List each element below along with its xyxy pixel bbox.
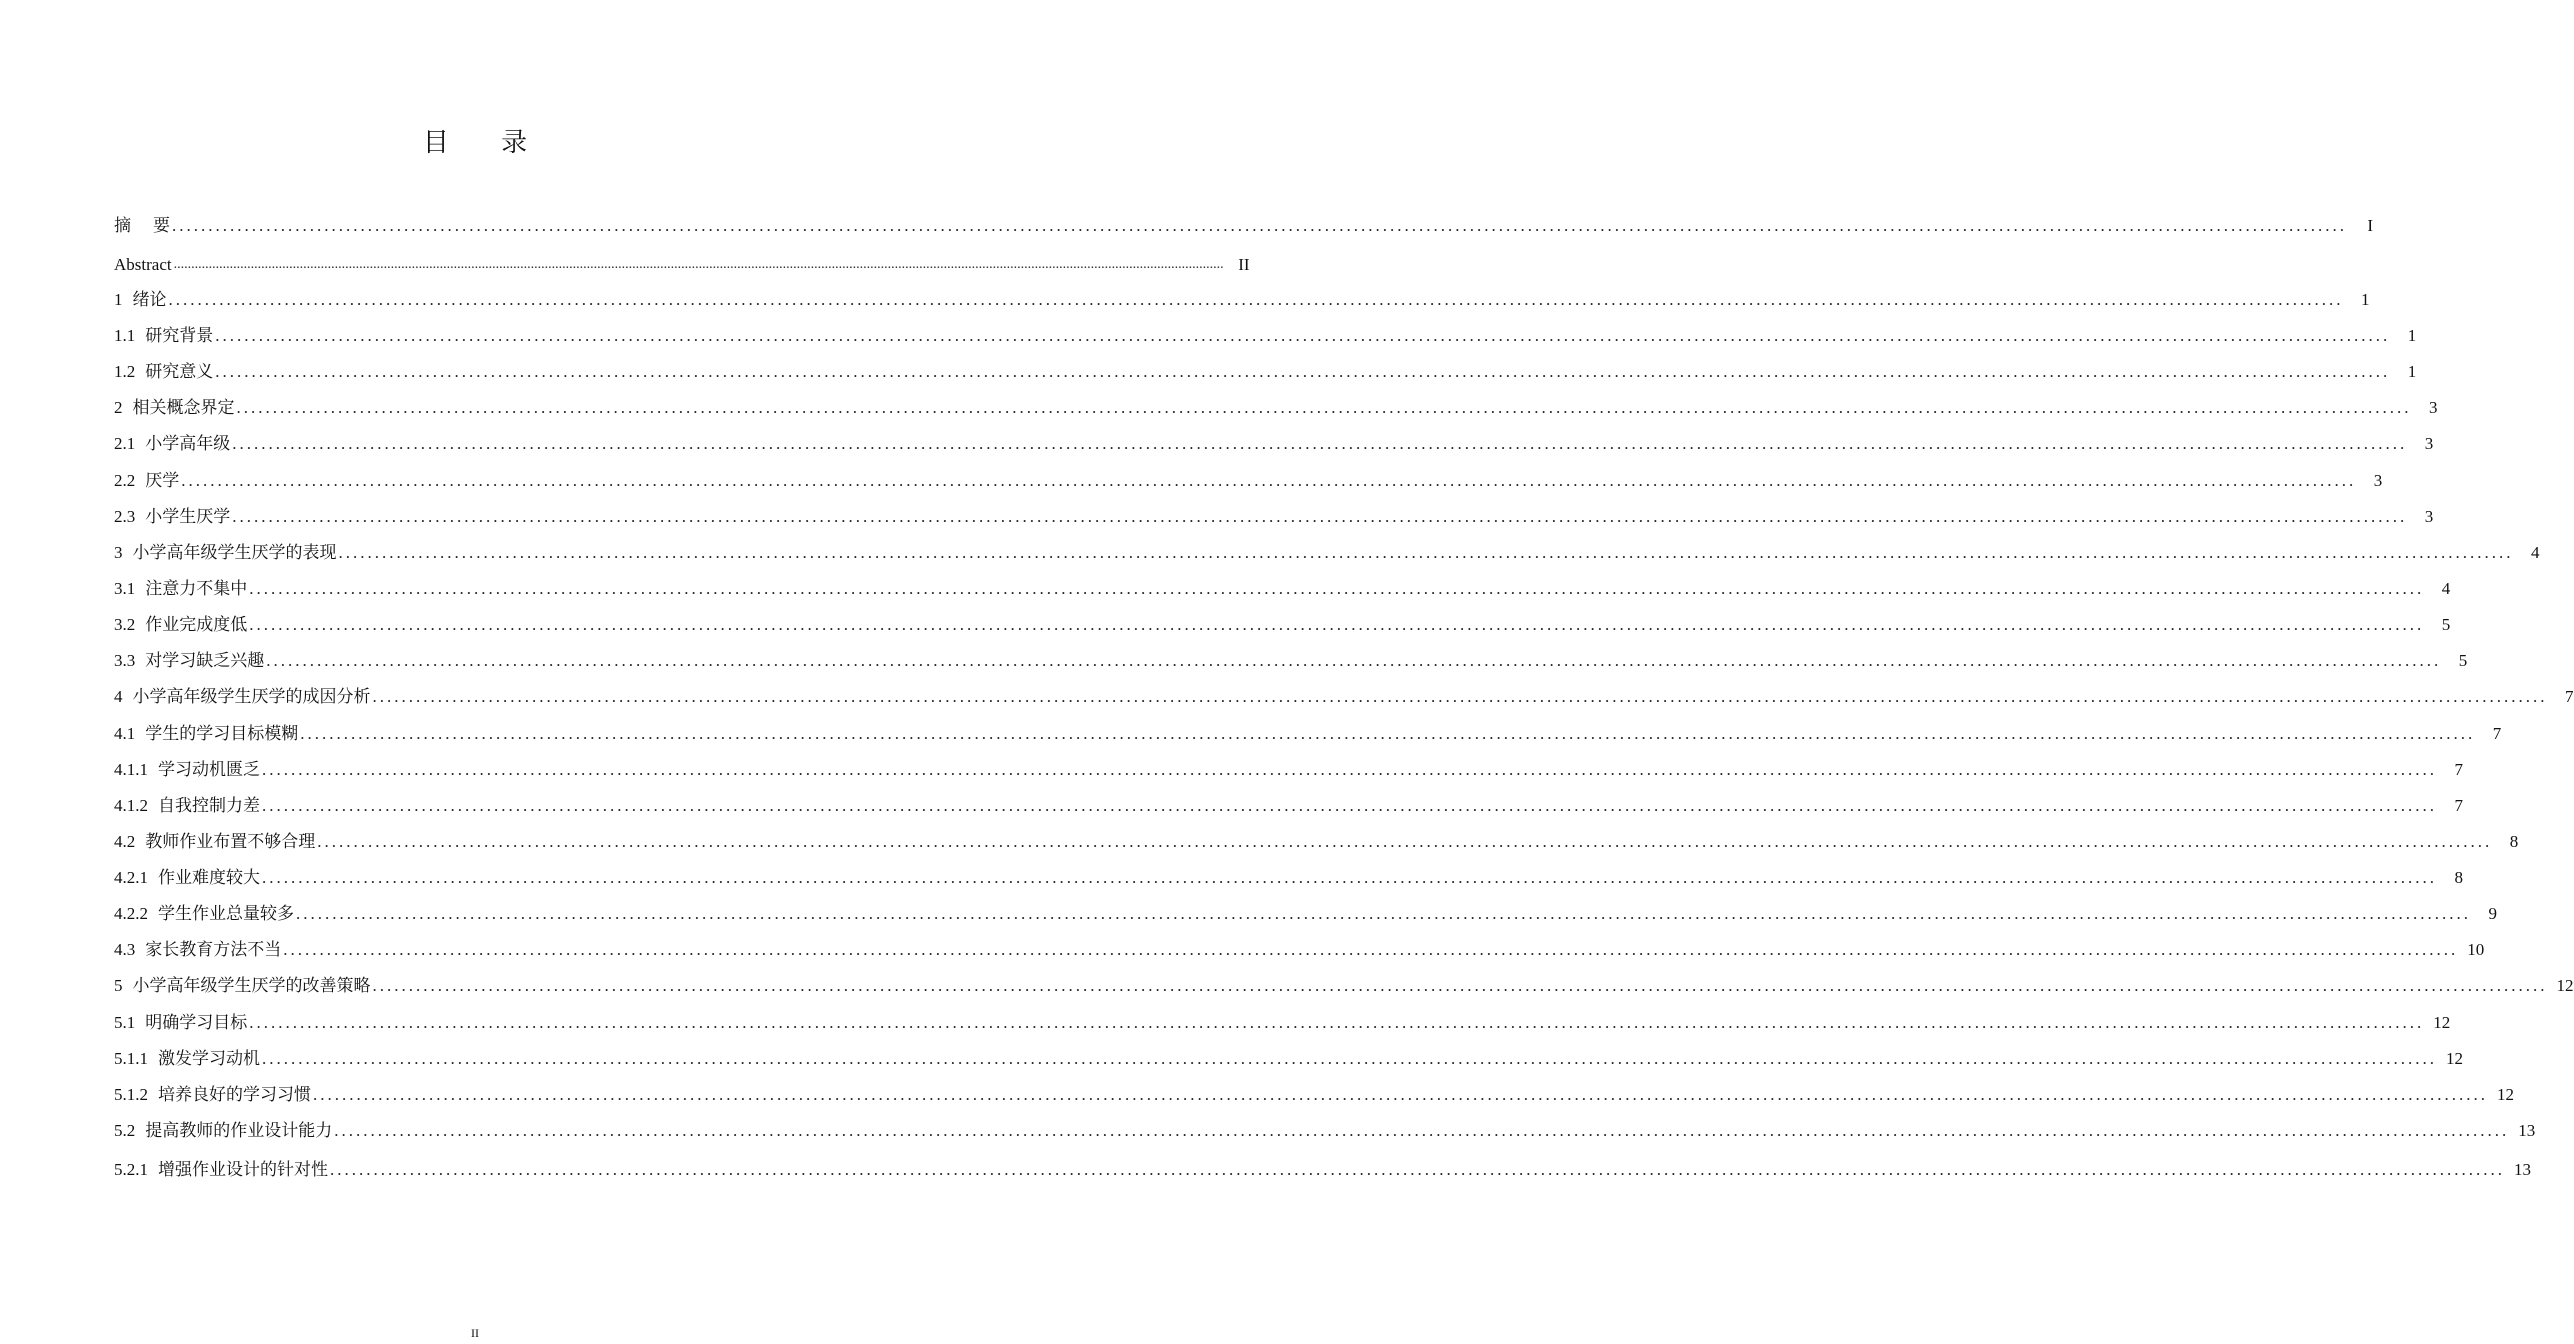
toc-leader-dots: ............................................................................................................................................................................................................................................................................................................ <box>215 362 2391 381</box>
page-number-footer: II <box>471 1326 479 1340</box>
toc-entry[interactable] <box>114 974 2574 998</box>
toc-entry[interactable] <box>114 613 2451 637</box>
toc-entry-label <box>114 722 298 746</box>
toc-entry-page: 12 <box>2556 976 2574 995</box>
toc-leader-dots: ............................................................................................................................................................................................................................................................................................................ <box>262 1049 2437 1068</box>
toc-entry-label <box>114 324 213 348</box>
toc-entry-text: 学生作业总量较多 <box>158 904 294 923</box>
toc-entry[interactable] <box>114 360 2417 384</box>
toc-entry-text: 小学生厌学 <box>145 507 231 526</box>
toc-entry-text: 研究背景 <box>145 326 214 345</box>
toc-entry-text: 激发学习动机 <box>158 1049 260 1068</box>
toc-entry-number: 5.2.1 <box>114 1160 148 1179</box>
toc-entry-label <box>114 396 235 420</box>
toc-entry-text: 作业难度较大 <box>158 868 260 887</box>
toc-entry[interactable] <box>114 830 2519 854</box>
toc-leader-dots: ............................................................................................................................................................................................................................................................................................................ <box>330 1160 2505 1179</box>
toc-leader-dots: ............................................................................................................................................................................................................................................................................................................ <box>172 216 2347 235</box>
toc-entry-label <box>114 613 247 637</box>
toc-entry-number: 3.3 <box>114 651 136 670</box>
toc-entry-label <box>114 794 260 818</box>
toc-leader-dots: ............................................................................................................................................................................................................................................................................................................ <box>249 615 2425 634</box>
toc-entry-page: 1 <box>2361 290 2370 309</box>
toc-entry-number: 4.1.1 <box>114 760 148 779</box>
toc-entry-number: 4.1.2 <box>114 796 148 815</box>
toc-entry[interactable] <box>114 758 2463 782</box>
toc-entry-page: 10 <box>2467 940 2485 959</box>
toc-entry-label <box>114 288 167 312</box>
toc-entry-page: 8 <box>2509 832 2519 851</box>
toc-entry-label <box>114 469 179 493</box>
toc-entry-page: 9 <box>2488 904 2497 923</box>
toc-leader-dots: ............................................................................................................................................................................................................................................................................................................ <box>215 326 2391 345</box>
toc-entry-number: 5.1.1 <box>114 1049 148 1068</box>
toc-leader-dots: ............................................................................................................................................................................................................................................................................................................ <box>338 543 2514 562</box>
toc-entry-text: 注意力不集中 <box>145 579 248 598</box>
toc-entry[interactable] <box>114 1119 2536 1143</box>
toc-entry-label <box>114 649 264 673</box>
toc-entry-label <box>114 1119 332 1143</box>
toc-entry-page: 8 <box>2454 868 2463 887</box>
toc-entry-text: 提高教师的作业设计能力 <box>145 1121 333 1140</box>
toc-entry-label <box>114 253 172 277</box>
toc-entry-text: 小学高年级学生厌学的表现 <box>132 543 337 562</box>
toc-leader-dots: ............................................................................................................................................................................................................................................................................................................ <box>236 398 2412 417</box>
toc-entry-label <box>114 1047 260 1071</box>
toc-entry[interactable] <box>114 432 2434 456</box>
toc-entry-number: 1.1 <box>114 326 136 345</box>
toc-entry-label <box>114 505 230 529</box>
toc-entry-number: 5 <box>114 976 123 995</box>
toc-entry-label <box>114 577 247 601</box>
toc-entry-number: 摘 <box>114 216 131 235</box>
toc-leader-dots: ............................................................................................................................................................................................................................................................................................................ <box>249 579 2425 598</box>
toc-entry[interactable] <box>114 541 2540 565</box>
toc-leader-dots: ............................................................................................................................................................................................................................................................................................................ <box>317 832 2493 851</box>
toc-entry[interactable] <box>114 794 2463 818</box>
toc-leader-dots: ............................................................................................................................................................................................................................................................................................................ <box>372 976 2548 995</box>
toc-leader-dots: ............................................................................................................................................................................................................................................................................................................ <box>232 434 2408 453</box>
toc-entry[interactable] <box>114 1047 2463 1071</box>
toc-leader-dots: ............................................................................................................................................................................................................................................................................................................ <box>262 868 2437 887</box>
toc-entry-text: 小学高年级学生厌学的改善策略 <box>132 976 371 995</box>
toc-leader-dots: ............................................................................................................................................................................................................................................................................................................ <box>300 724 2476 743</box>
toc-entry[interactable] <box>114 253 1250 277</box>
toc-entry-number: 1 <box>114 290 123 309</box>
toc-entry[interactable] <box>114 722 2502 746</box>
toc-entry-number: 4.2 <box>114 832 136 851</box>
toc-entry-page: 3 <box>2424 507 2434 526</box>
toc-entry[interactable] <box>114 938 2485 962</box>
toc-entry-page: 3 <box>2429 398 2438 417</box>
toc-leader-dots: ............................................................................................................................................................................................................................................................................................................ <box>181 471 2357 490</box>
toc-entry-text: 厌学 <box>145 471 180 490</box>
toc-entry-page: 3 <box>2424 434 2434 453</box>
toc-entry-text: 绪论 <box>132 290 167 309</box>
toc-entry-number: 1.2 <box>114 362 136 381</box>
toc-entry-text: 培养良好的学习习惯 <box>158 1085 311 1104</box>
toc-entry[interactable] <box>114 324 2417 348</box>
toc-entry-text: 家长教育方法不当 <box>145 940 282 959</box>
toc-entry-text: 小学高年级学生厌学的成因分析 <box>132 687 371 706</box>
toc-entry-text: 作业完成度低 <box>145 615 248 634</box>
toc-entry-text: 学习动机匮乏 <box>158 760 260 779</box>
toc-entry-number: 2.2 <box>114 471 136 490</box>
toc-entry-label <box>114 830 315 854</box>
toc-entry-text: 明确学习目标 <box>145 1013 248 1032</box>
toc-entry-label <box>114 214 170 238</box>
toc-leader-dots: ............................................................................................................................................................................................................................................................................................................ <box>334 1121 2510 1140</box>
toc-leader-dots: ............................................................................................................................................................................................................................................................................................................ <box>249 1013 2425 1032</box>
toc-entry-page: I <box>2367 216 2373 235</box>
toc-entry-label <box>114 866 260 890</box>
toc-entry[interactable] <box>114 505 2434 529</box>
toc-entry-page: 5 <box>2458 651 2468 670</box>
toc-entry-page: 12 <box>2433 1013 2451 1032</box>
toc-entry-page: 4 <box>2531 543 2540 562</box>
toc-entry-number: 5.1 <box>114 1013 136 1032</box>
toc-entry-page: 7 <box>2492 724 2502 743</box>
toc-entry-page: 7 <box>2454 796 2463 815</box>
toc-entry-page: 13 <box>2518 1121 2536 1140</box>
toc-leader-dots: ............................................................................................................................................................................................................................................................................................................ <box>313 1085 2488 1104</box>
toc-entry-text: 要 <box>153 216 170 235</box>
toc-entry-number: 4.2.1 <box>114 868 148 887</box>
toc-leader-dots: ............................................................................................................................................................................................................................................................................................................ <box>372 687 2548 706</box>
toc-entry[interactable] <box>114 214 2373 238</box>
toc-entry-number: 4.1 <box>114 724 136 743</box>
toc-entry-page: 1 <box>2407 362 2417 381</box>
toc-entry-page: 12 <box>2446 1049 2463 1068</box>
toc-entry-page: 7 <box>2454 760 2463 779</box>
toc-entry[interactable] <box>114 577 2451 601</box>
toc-entry-number: 2 <box>114 398 123 417</box>
toc-entry-label <box>114 1158 328 1182</box>
toc-entry-number: 3.1 <box>114 579 136 598</box>
toc-entry-page: II <box>1238 255 1250 274</box>
toc-entry[interactable] <box>114 866 2463 890</box>
toc-entry-number: 2.3 <box>114 507 136 526</box>
toc-entry[interactable] <box>114 685 2574 709</box>
toc-entry-label <box>114 1083 311 1107</box>
toc-leader-dots: ............................................................................................................................................................................................................................................................................................................ <box>168 290 2344 309</box>
toc-entry-text: Abstract <box>114 255 172 274</box>
toc-entry-text: 相关概念界定 <box>132 398 235 417</box>
toc-leader-dots: ............................................................................................................................................................................................................................................................................................................ <box>173 257 1224 272</box>
toc-entry-page: 1 <box>2407 326 2417 345</box>
toc-entry[interactable] <box>114 902 2497 926</box>
toc-entry-number: 5.1.2 <box>114 1085 148 1104</box>
toc-entry-number: 5.2 <box>114 1121 136 1140</box>
toc-entry[interactable] <box>114 649 2468 673</box>
toc-entry-number: 3 <box>114 543 123 562</box>
toc-leader-dots: ............................................................................................................................................................................................................................................................................................................ <box>262 796 2437 815</box>
toc-entry[interactable] <box>114 469 2383 493</box>
toc-leader-dots: ............................................................................................................................................................................................................................................................................................................ <box>262 760 2437 779</box>
toc-entry-number: 4 <box>114 687 123 706</box>
toc-entry-page: 3 <box>2373 471 2383 490</box>
toc-entry-page: 4 <box>2441 579 2451 598</box>
toc-entry-text: 自我控制力差 <box>158 796 260 815</box>
toc-leader-dots: ............................................................................................................................................................................................................................................................................................................ <box>296 904 2471 923</box>
toc-entry[interactable] <box>114 1011 2451 1035</box>
toc-entry-label <box>114 432 230 456</box>
toc-entry-label <box>114 974 371 998</box>
toc-entry-text: 增强作业设计的针对性 <box>158 1160 328 1179</box>
toc-entry-page: 13 <box>2514 1160 2531 1179</box>
toc-title: 目 录 <box>422 128 550 158</box>
toc-entry-label <box>114 685 371 709</box>
toc-entry-text: 对学习缺乏兴趣 <box>145 651 265 670</box>
toc-entry[interactable] <box>114 1158 2531 1182</box>
toc-entry-number: 3.2 <box>114 615 136 634</box>
toc-entry-text: 教师作业布置不够合理 <box>145 832 316 851</box>
toc-entry[interactable] <box>114 396 2438 420</box>
toc-entry-number: 2.1 <box>114 434 136 453</box>
toc-entry-text: 小学高年级 <box>145 434 231 453</box>
toc-entry-number: 4.2.2 <box>114 904 148 923</box>
toc-entry-text: 研究意义 <box>145 362 214 381</box>
toc-entry-label <box>114 1011 247 1035</box>
toc-entry-label <box>114 360 213 384</box>
toc-entry-text: 学生的学习目标模糊 <box>145 724 299 743</box>
toc-entry-label <box>114 938 281 962</box>
toc-entry-label <box>114 902 294 926</box>
toc-entry-page: 7 <box>2565 687 2574 706</box>
toc-entry[interactable] <box>114 288 2370 312</box>
toc-entry[interactable] <box>114 1083 2514 1107</box>
toc-leader-dots: ............................................................................................................................................................................................................................................................................................................ <box>266 651 2442 670</box>
toc-entry-label <box>114 758 260 782</box>
toc-entry-page: 5 <box>2441 615 2451 634</box>
toc-entry-label <box>114 541 337 565</box>
toc-leader-dots: ............................................................................................................................................................................................................................................................................................................ <box>283 940 2459 959</box>
toc-leader-dots: ............................................................................................................................................................................................................................................................................................................ <box>232 507 2408 526</box>
toc-entry-number: 4.3 <box>114 940 136 959</box>
toc-entry-page: 12 <box>2497 1085 2514 1104</box>
